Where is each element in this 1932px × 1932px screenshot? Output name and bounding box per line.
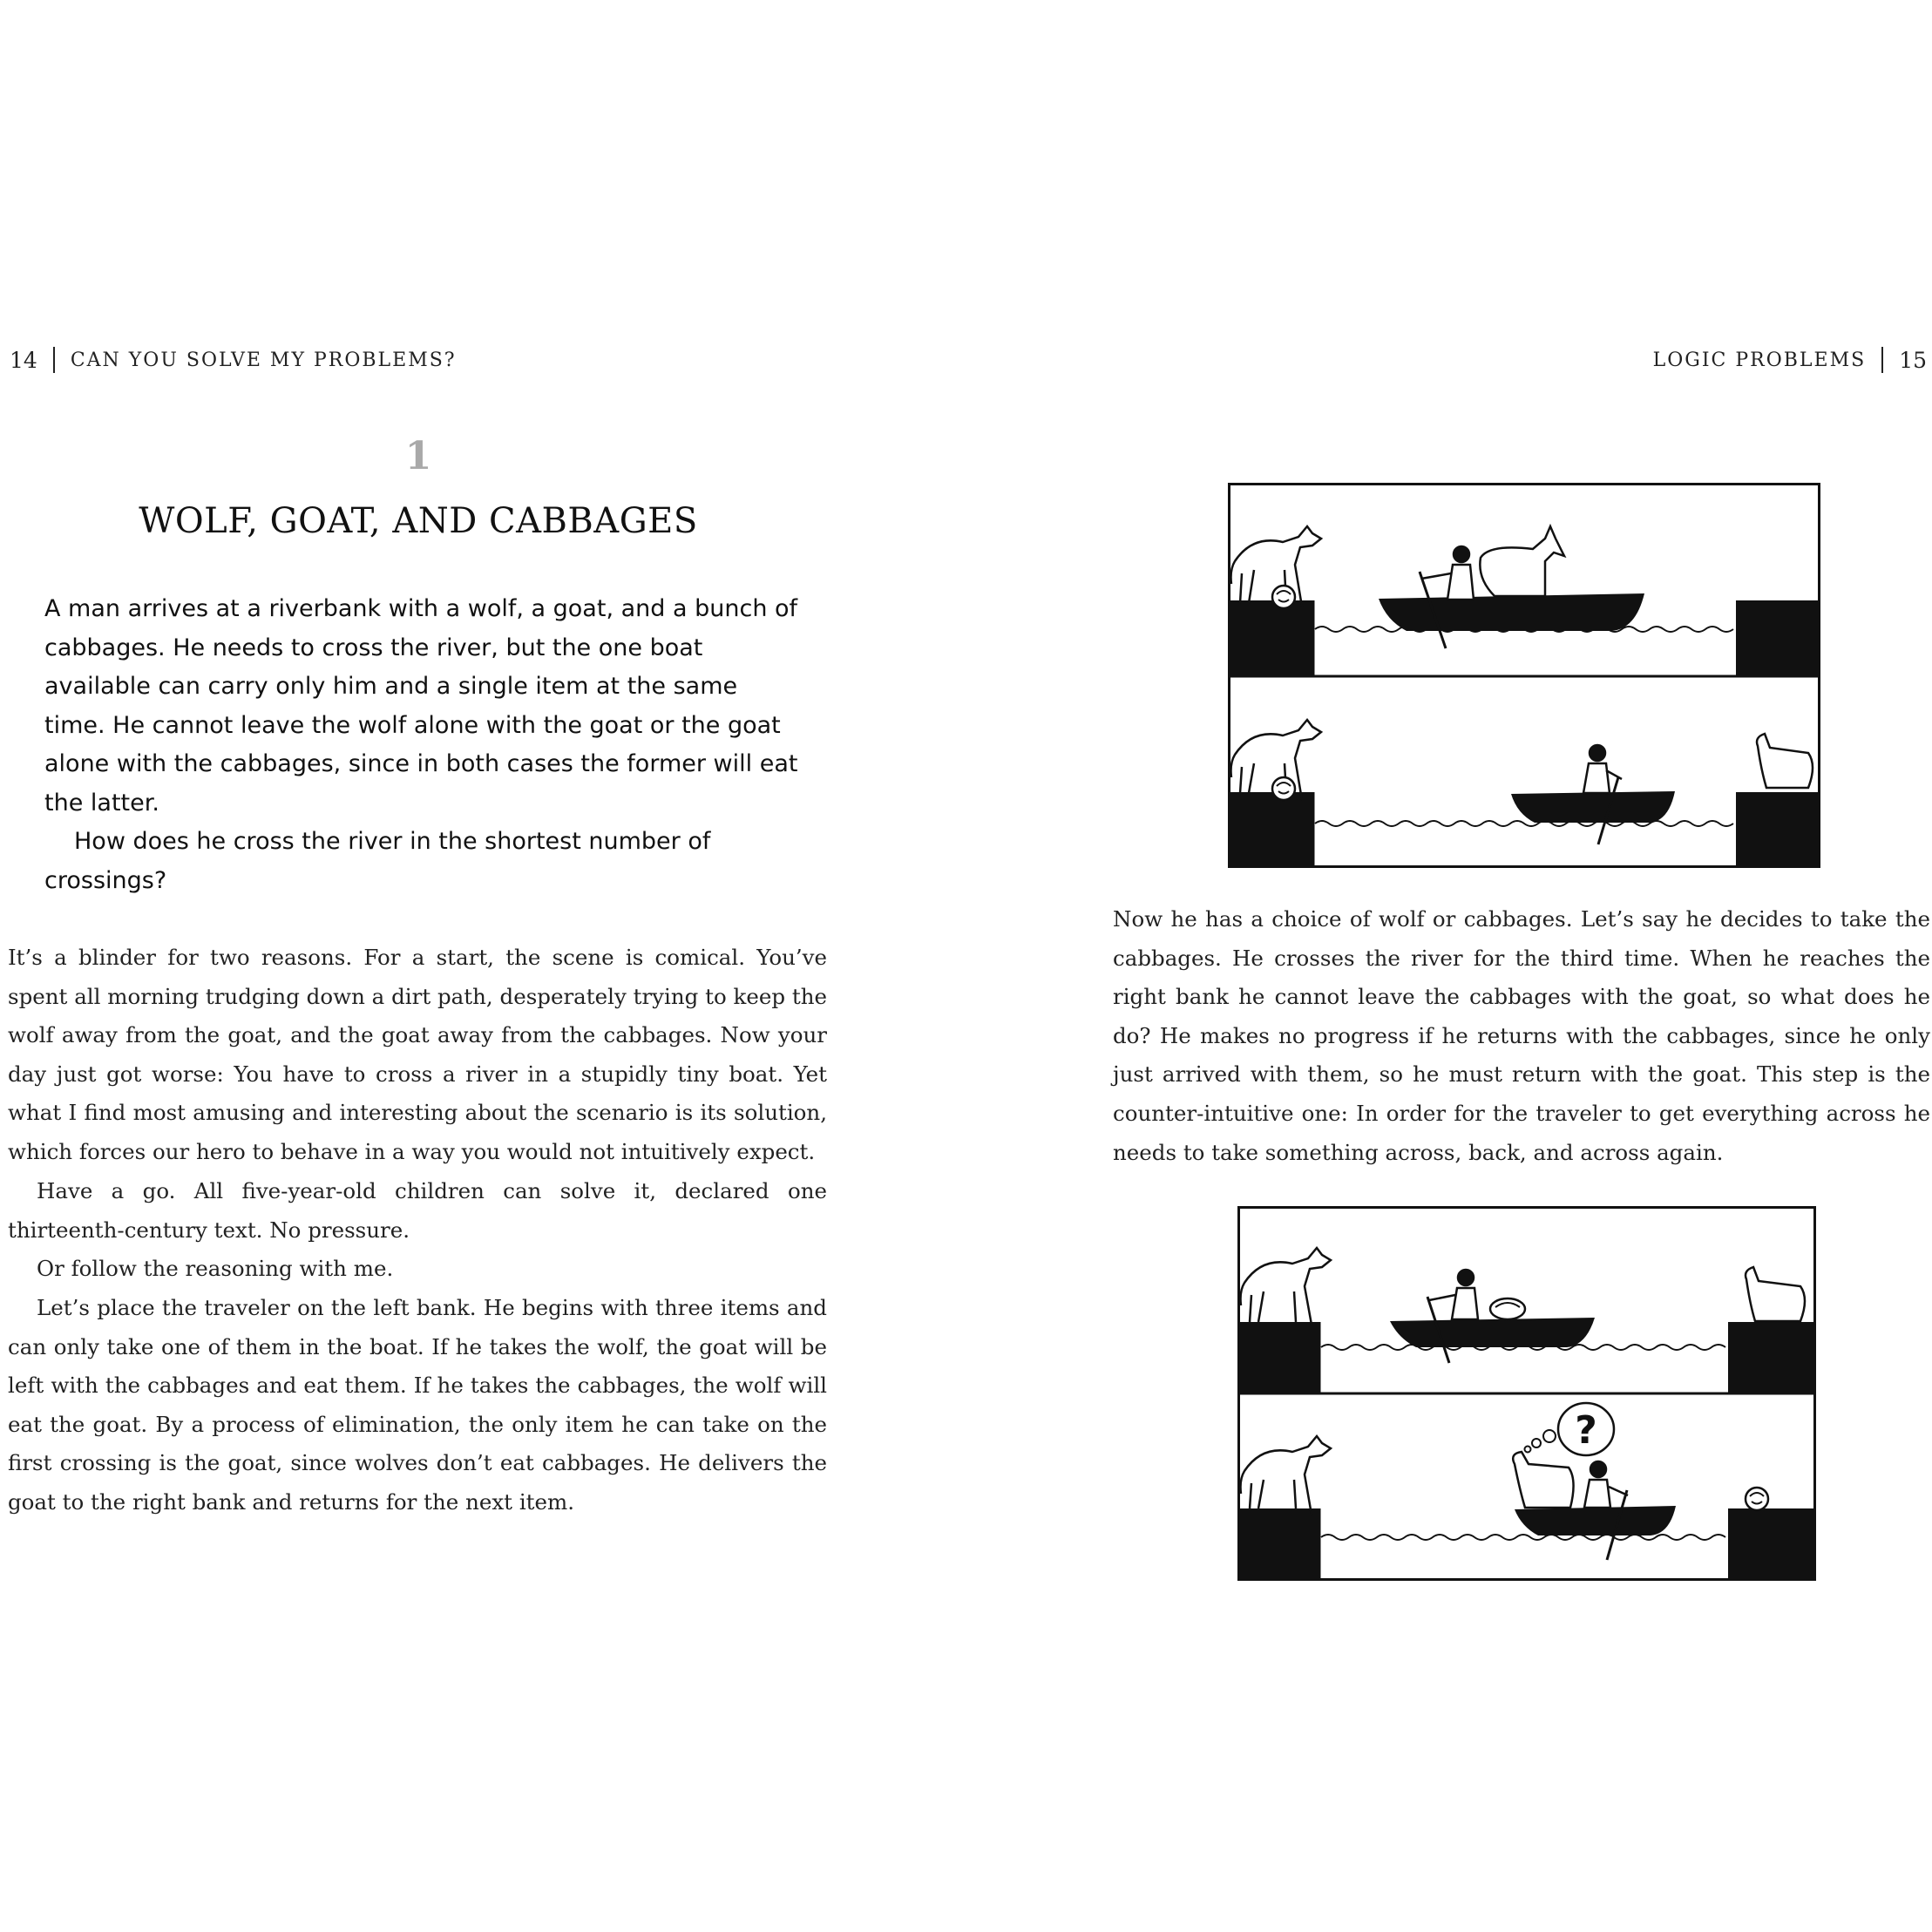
crossing-panels-2: [1237, 1206, 1816, 1581]
body-paragraph: It’s a blinder for two reasons. For a start, the scene is comical. You’ve spent all morning trudging down a dirt path, desperately trying to keep the wolf away from the goat, and the goat away from the cabbages. Now your day just got worse: You have to cross a river in a stupidly tiny boat. Yet what I find most amusing and interesting about the scenario is its solution, which forces our hero to behave in a way you would not intuitively expect.: [8, 945, 827, 1164]
problem-question: How does he cross the river in the shortest number of crossings?: [44, 828, 711, 894]
body-paragraph: Or follow the reasoning with me.: [37, 1256, 394, 1281]
cabbage-icon: [1272, 586, 1295, 608]
running-head-right: [1653, 347, 1927, 373]
right-bank: [1728, 1508, 1815, 1579]
question-mark: ?: [1575, 1408, 1597, 1453]
problem-statement: A man arrives at a riverbank with a wolf, a goat, and a bunch of cabbages. He needs to cross the river, but the one boat available can carry only him and a single item at the same time. He cannot leave the wolf alone with the goat or the goat alone with the cabbages, since in both cases the former will eat the latter.: [44, 595, 798, 817]
body-paragraph: Now he has a choice of wolf or cabbages. Let’s say he decides to take the cabbages. He crosses the river for the third time. When he reaches the right bank he cannot leave the cabbages with the goat, so what does he do? He makes no progress if he returns with the cabbages, since he only just arrived with them, so he must return with the goat. This step is the counter-intuitive one: In order for the traveler to get everything across he needs to take something across, back, and across again.: [1113, 906, 1930, 1165]
body-paragraph: Have a go. All five-year-old children can solve it, declared one thirteenth-century text. No pressure.: [8, 1178, 827, 1243]
left-bank: [1230, 600, 1315, 676]
right-bank: [1736, 792, 1820, 866]
right-bank: [1736, 600, 1820, 676]
left-bank: [1239, 1322, 1321, 1393]
page-number-right: 15: [1899, 347, 1927, 373]
running-title-left: CAN YOU SOLVE MY PROBLEMS?: [70, 349, 457, 371]
left-bank: [1239, 1508, 1321, 1579]
illustration-first-crossing: [1228, 483, 1820, 868]
running-head-divider: [53, 347, 55, 373]
running-head-left: [10, 347, 457, 373]
body-paragraph: Let’s place the traveler on the left bank. He begins with three items and can only take one of them in the boat. If he takes the wolf, the goat will be left with the cabbages and eat them. If he takes the cabbages, the wolf will eat the goat. By a process of elimination, the only item he can take on the first crossing is the goat, since wolves don’t eat cabbages. He delivers the goat to the right bank and returns for the next item.: [8, 1295, 827, 1515]
crossing-panels-1: [1228, 483, 1820, 868]
cabbage-icon: [1272, 777, 1295, 800]
left-bank: [1230, 792, 1315, 866]
cabbage-icon: [1490, 1298, 1525, 1319]
running-head-divider: [1881, 347, 1883, 373]
right-bank: [1728, 1322, 1815, 1393]
cabbage-icon: [1746, 1488, 1768, 1510]
page-number-left: 14: [10, 347, 37, 373]
running-title-right: LOGIC PROBLEMS: [1652, 349, 1867, 371]
problem-number: 1: [404, 434, 432, 478]
problem-title: WOLF, GOAT, AND CABBAGES: [139, 501, 698, 541]
illustration-later-crossings: [1237, 1206, 1816, 1581]
